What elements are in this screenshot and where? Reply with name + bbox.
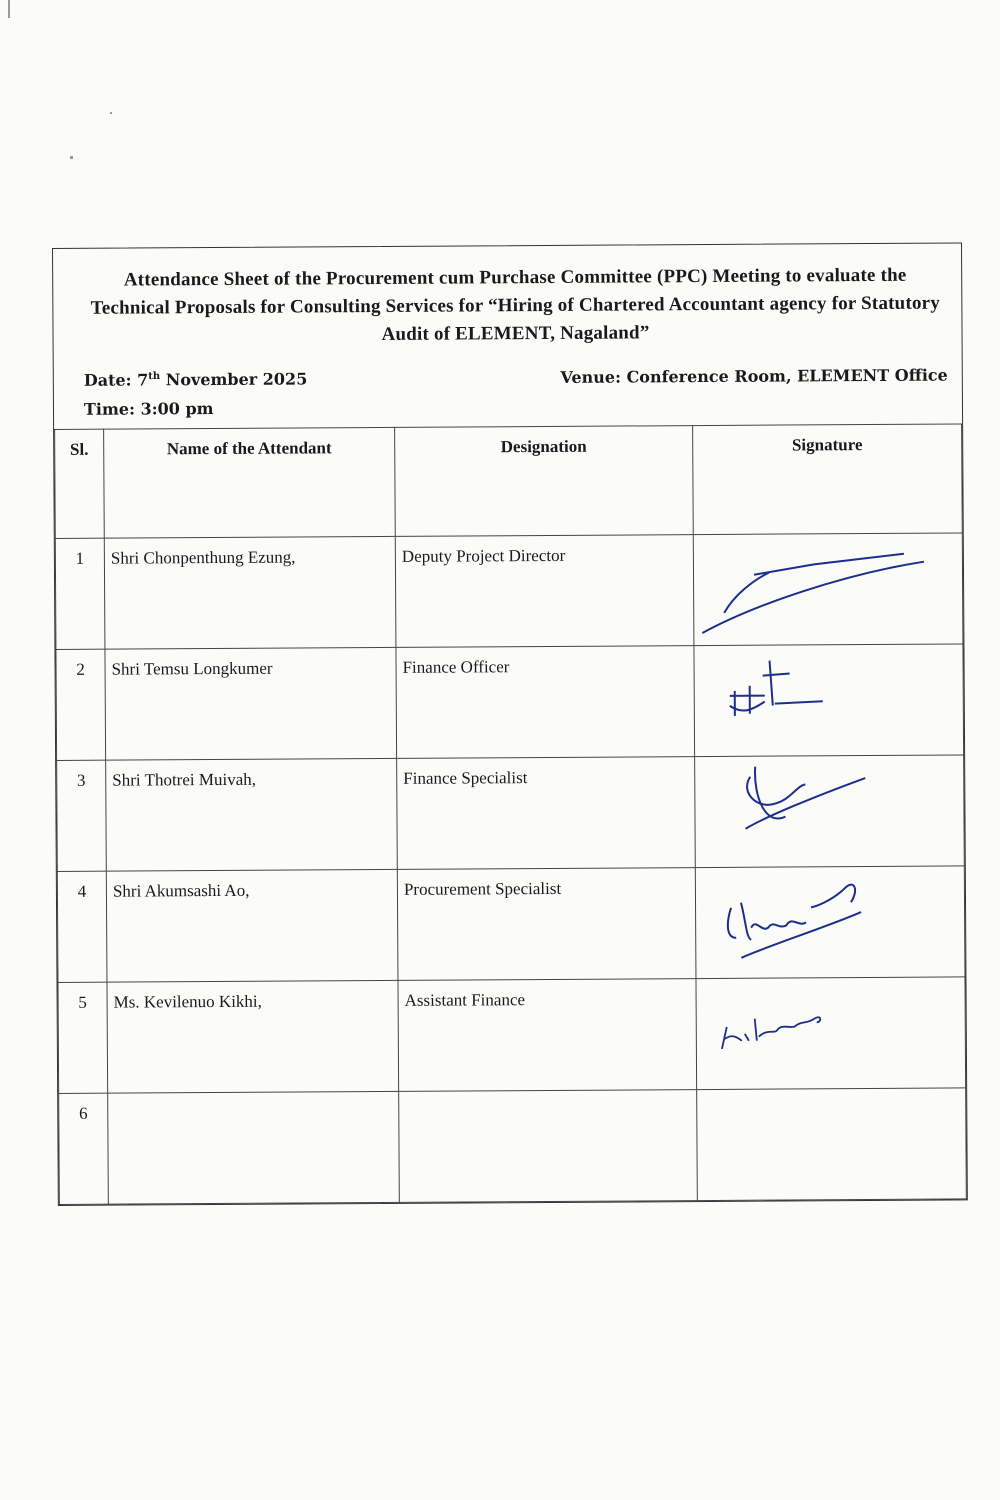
- cell-sl: 1: [55, 538, 105, 649]
- date-text: Date: 7th November 2025: [83, 369, 308, 390]
- cell-sl: 2: [56, 649, 106, 760]
- page-title: Attendance Sheet of the Procurement cum Purchase Committee (PPC) Meeting to evaluate the Technical Proposals for Consulting Services for “Hiring of Chartered Accountant agency for Statutory Audit of ELEMENT, Nagaland”: [90, 264, 941, 345]
- signature-3-image: [695, 756, 946, 868]
- table-row: [57, 866, 965, 983]
- header-signature: Signature: [693, 424, 963, 535]
- header-sl: Sl.: [55, 429, 105, 538]
- scan-speck: [110, 112, 112, 114]
- cell-designation: [399, 1090, 698, 1203]
- table-row: [57, 755, 965, 872]
- signature-1-image: [694, 534, 945, 646]
- header-designation: Designation: [395, 426, 694, 537]
- cell-signature: [695, 866, 965, 979]
- cell-signature: [697, 1088, 967, 1201]
- table-row: [55, 533, 963, 650]
- table-header-row: [55, 424, 963, 539]
- table-row: [56, 644, 964, 761]
- cell-name: Shri Chonpenthung Ezung,: [104, 536, 396, 649]
- signature-5-image: [696, 978, 947, 1090]
- scan-speck: [8, 0, 10, 18]
- table-row: [58, 977, 966, 1094]
- time-row: [84, 395, 948, 419]
- attendance-sheet: [52, 242, 968, 1206]
- cell-designation: Procurement Specialist: [397, 868, 696, 981]
- cell-designation: Finance Specialist: [397, 757, 696, 870]
- cell-designation: Deputy Project Director: [395, 535, 694, 648]
- cell-designation: Finance Officer: [396, 646, 695, 759]
- cell-designation: Assistant Finance: [398, 979, 697, 1092]
- cell-signature: [693, 533, 963, 646]
- cell-signature: [696, 977, 966, 1090]
- sheet-header: [53, 243, 962, 429]
- table-row: [59, 1088, 967, 1205]
- cell-sl: 3: [57, 760, 107, 871]
- cell-sl: 6: [59, 1093, 109, 1204]
- signature-2-image: [694, 645, 945, 757]
- scan-speck: [70, 156, 73, 159]
- cell-signature: [694, 644, 964, 757]
- cell-signature: [695, 755, 965, 868]
- venue-text: Venue: Conference Room, ELEMENT Office: [560, 365, 948, 387]
- cell-name: Ms. Kevilenuo Kikhi,: [107, 980, 399, 1093]
- signature-4-image: [696, 867, 947, 979]
- cell-name: [108, 1091, 400, 1204]
- attendance-table: [54, 423, 967, 1205]
- time-text: Time: 3:00 pm: [83, 399, 214, 419]
- cell-name: Shri Temsu Longkumer: [105, 647, 397, 760]
- cell-name: Shri Thotrei Muivah,: [106, 758, 398, 871]
- cell-sl: 5: [58, 982, 108, 1093]
- meta-row: [84, 366, 948, 390]
- cell-name: Shri Akumsashi Ao,: [106, 869, 398, 982]
- header-name: Name of the Attendant: [104, 427, 396, 538]
- cell-sl: 4: [57, 871, 107, 982]
